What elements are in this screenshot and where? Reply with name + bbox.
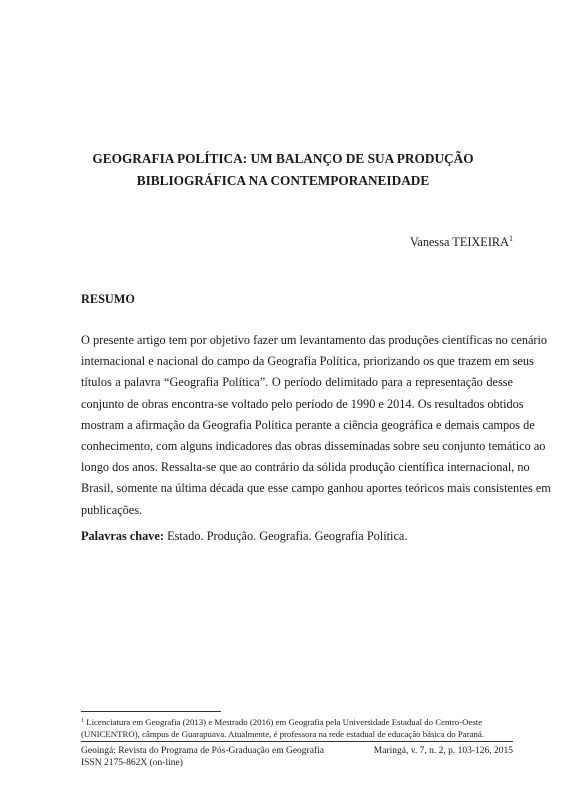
- abstract-line: O presente artigo tem por objetivo fazer um levantamento das produções científicas no cenário: [81, 333, 548, 347]
- abstract-line: publicações.: [81, 502, 143, 517]
- title-line-1: GEOGRAFIA POLÍTICA: UM BALANÇO DE SUA PRODUÇÃO: [92, 151, 474, 166]
- page-footer: [81, 745, 513, 770]
- keywords: [81, 529, 407, 544]
- footnote-line-2: (UNICENTRO), câmpus de Guarapuava. Atualmente, é professora na rede estadual de educação básica do Paraná.: [81, 729, 485, 739]
- abstract-line: títulos a palavra “Geografia Política”. O período delimitado para a representação desse: [81, 375, 513, 390]
- keywords-text: Estado. Produção. Geografia. Geografia Política.: [164, 529, 408, 543]
- footer-journal: Geoingá: Revista do Programa de Pós-Graduação em Geografia: [81, 746, 324, 756]
- abstract-line: conhecimento, com alguns indicadores das obras disseminadas sobre seu conjunto temático ao: [81, 438, 546, 453]
- footnote-line-1: [81, 715, 513, 728]
- footnote-separator: [81, 711, 221, 712]
- abstract-heading: RESUMO: [81, 292, 135, 306]
- footnote-text-1: Licenciatura em Geografia (2013) e Mestrado (2016) em Geografia pela Universidade Estadual do Centro-Oeste: [84, 717, 483, 727]
- footer-row: [81, 745, 513, 757]
- paper-title: [60, 148, 506, 192]
- author: [410, 234, 513, 250]
- footnote: [81, 715, 513, 740]
- abstract-line: Brasil, somente na última década que esse campo ganhou aportes teóricos mais consistentes em: [81, 481, 551, 496]
- abstract-line: longo dos anos. Ressalta-se que ao contrário da sólida produção científica internacional, no: [81, 460, 530, 475]
- abstract-line: mostram a afirmação da Geografia Política perante a ciência geográfica e demais campos de: [81, 417, 535, 432]
- abstract-line: conjunto de obras encontra-se voltado pelo período de 1990 e 2014. Os resultados obtidos: [81, 396, 524, 411]
- footnote-mark: 1: [81, 718, 84, 724]
- author-name: Vanessa TEIXEIRA: [409, 235, 509, 249]
- abstract-line: internacional e nacional do campo da Geografia Política, priorizando os que trazem em seus: [81, 354, 534, 369]
- footer-citation: Maringá, v. 7, n. 2, p. 103-126, 2015: [373, 746, 513, 756]
- footer-separator: [81, 741, 513, 742]
- keywords-label: Palavras chave:: [81, 529, 164, 543]
- footer-row: [81, 757, 513, 769]
- footer-issn: ISSN 2175-862X (on-line): [81, 758, 183, 769]
- abstract-body: [81, 330, 551, 521]
- author-footnote-mark: 1: [509, 234, 513, 243]
- title-line-2: BIBLIOGRÁFICA NA CONTEMPORANEIDADE: [136, 173, 430, 188]
